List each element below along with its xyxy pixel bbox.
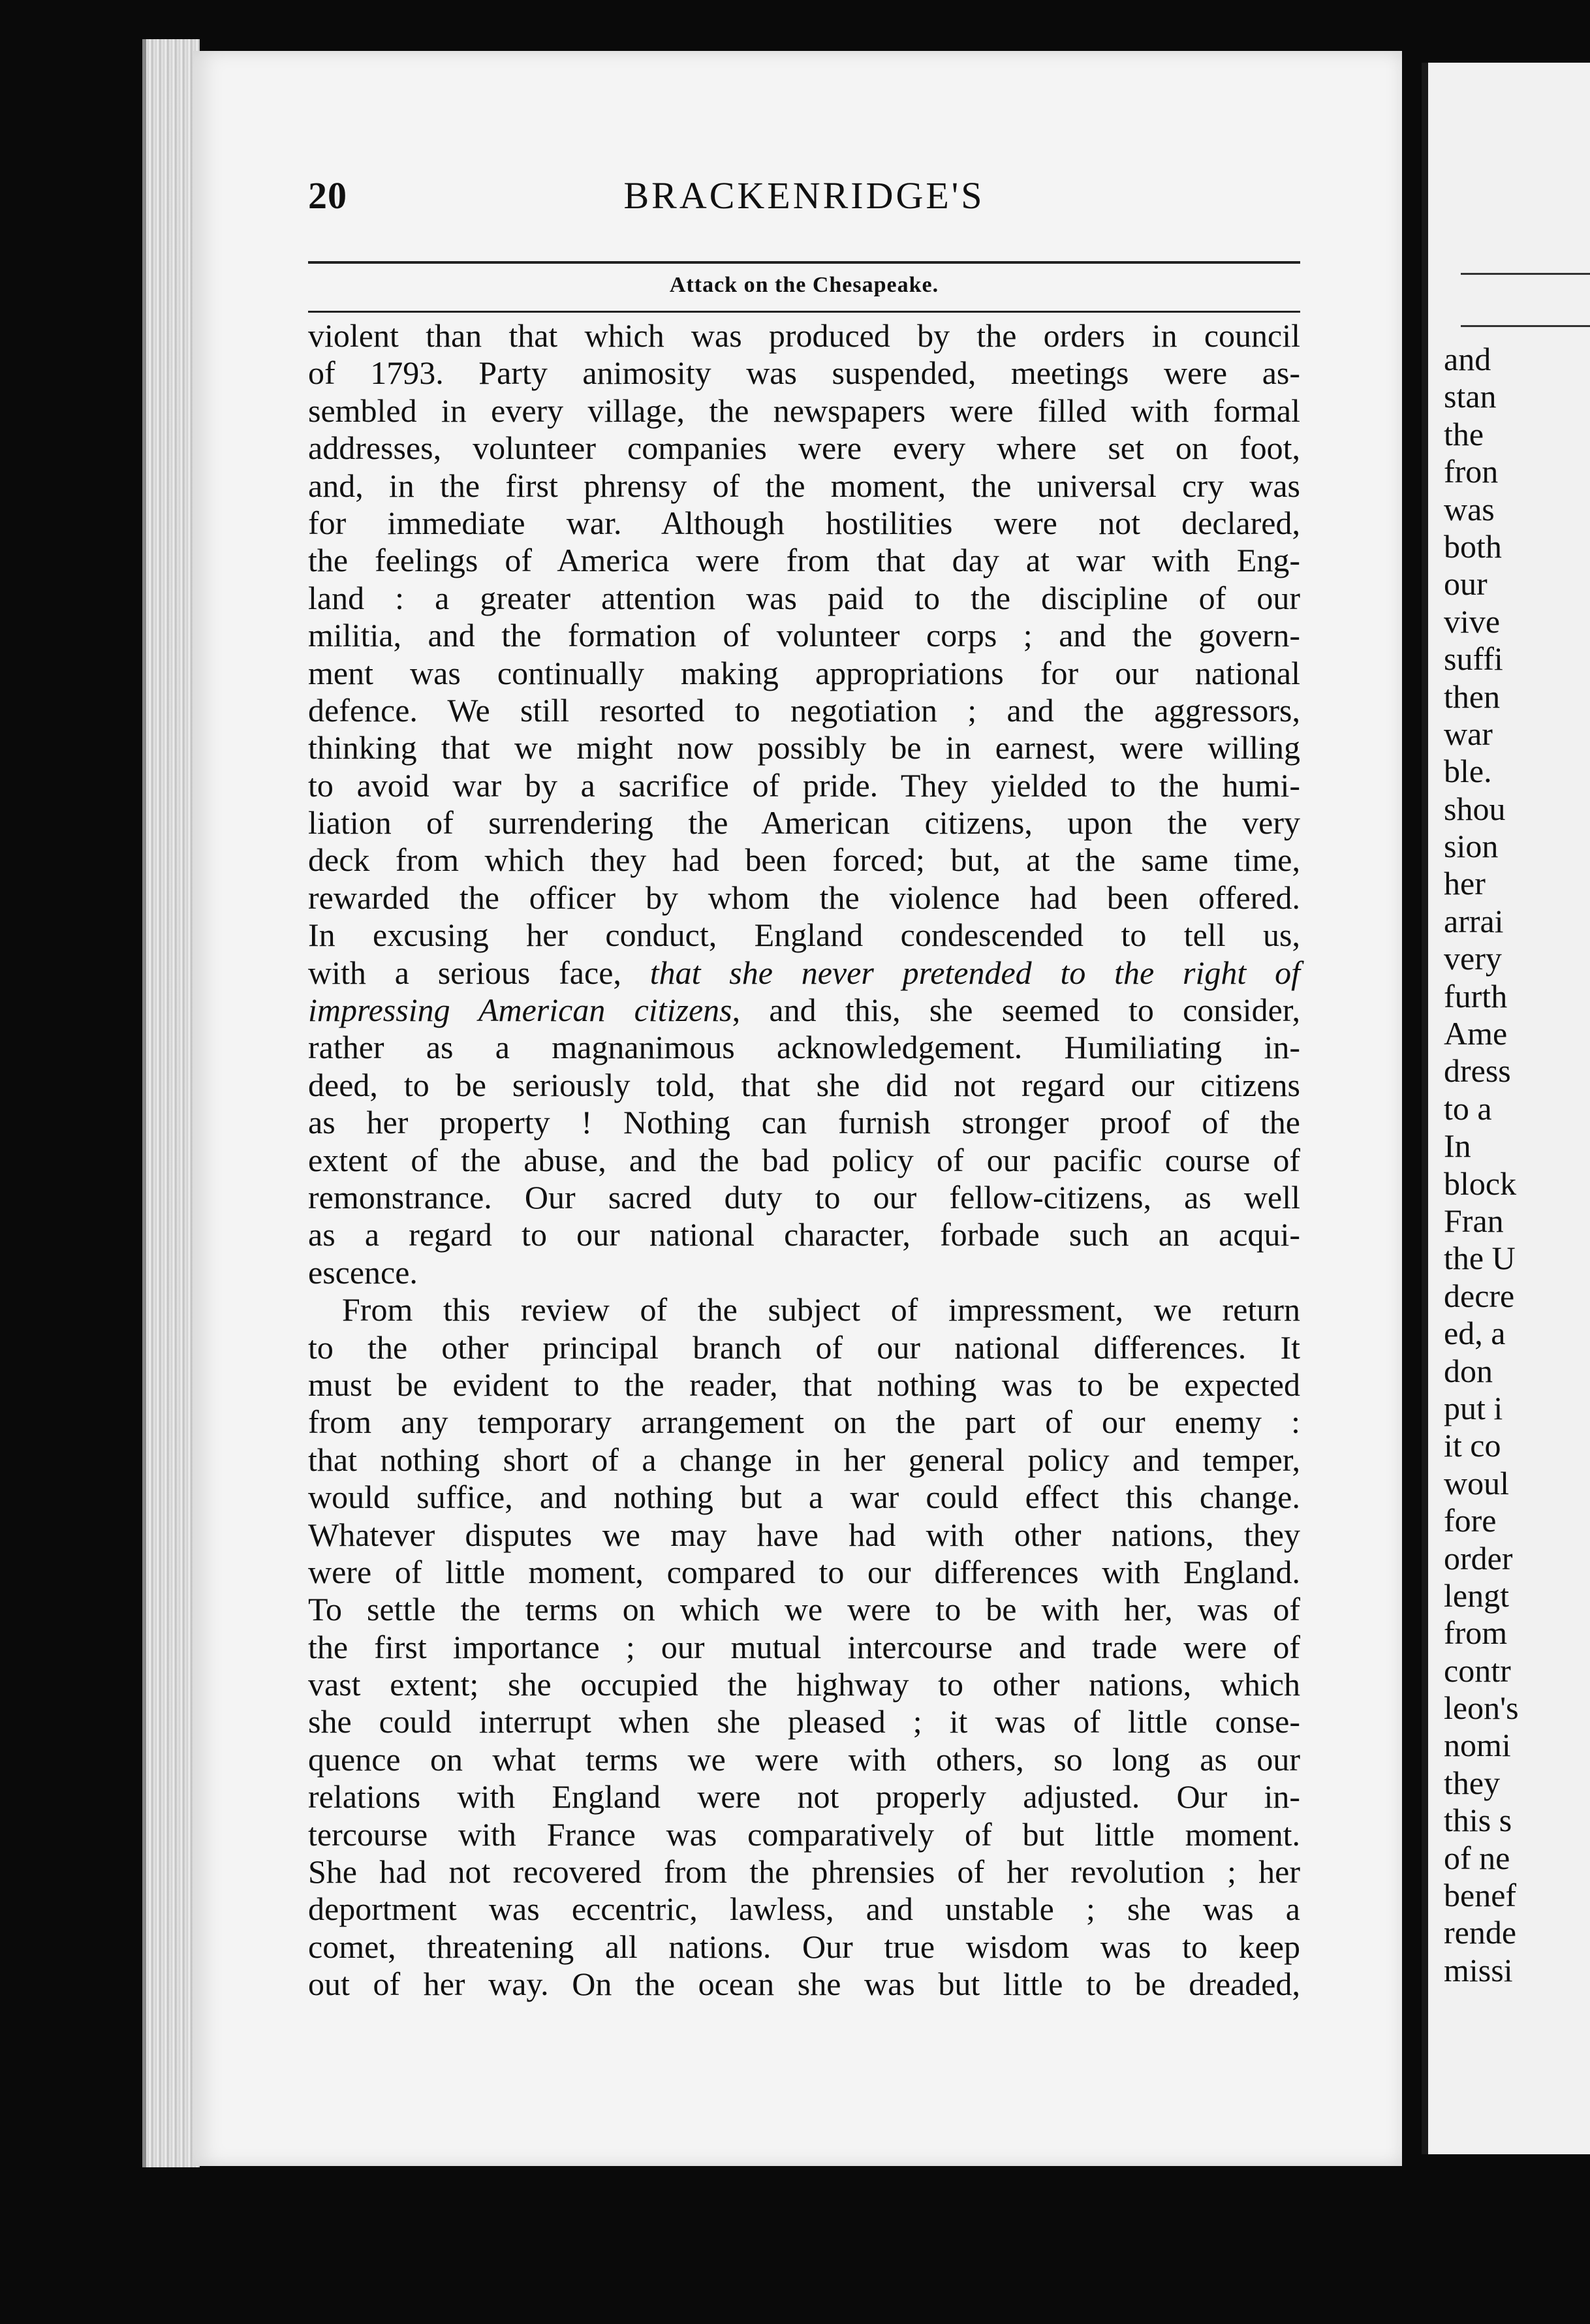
text-line (308, 467, 1300, 505)
facing-line: to a (1444, 1090, 1492, 1127)
line-text: , and this, she seemed to consider, (732, 992, 1300, 1029)
line-text: From this review of the subject of impressment, we return (342, 1291, 1300, 1328)
text-line (308, 992, 1300, 1029)
text-line (308, 767, 1300, 804)
text-line (308, 1516, 1300, 1554)
text-line (308, 692, 1300, 729)
text-line (308, 617, 1300, 654)
line-text: violent than that which was produced by the orders in council (308, 317, 1300, 354)
line-text: with a serious face, (308, 954, 650, 991)
line-text: She had not recovered from the phrensies of her revolution ; her (308, 1853, 1300, 1891)
text-line (308, 655, 1300, 692)
facing-line: very (1444, 940, 1502, 977)
line-text: ment was continually making appropriations for our national (308, 654, 1300, 691)
line-text: liation of surrendering the American citizens, upon the very (308, 804, 1300, 841)
text-line (308, 1291, 1300, 1328)
text-line (308, 879, 1300, 917)
line-text: out of her way. On the ocean she was but little to be dreaded, (308, 1966, 1300, 2003)
facing-page (1422, 63, 1590, 2154)
facing-line: from (1444, 1614, 1508, 1652)
facing-line: put i (1444, 1389, 1503, 1426)
text-line (308, 1216, 1300, 1253)
facing-line: block (1444, 1165, 1517, 1202)
line-text: to avoid war by a sacrifice of pride. They yielded to the humi- (308, 766, 1300, 804)
facing-line: shou (1444, 790, 1506, 827)
line-text: that nothing short of a change in her general policy and temper, (308, 1441, 1300, 1478)
page-edges (142, 39, 200, 2167)
book-page (193, 51, 1402, 2166)
facing-line: leon's (1444, 1689, 1519, 1727)
line-text: tercourse with France was comparatively of but little moment. (308, 1815, 1300, 1853)
text-line (308, 954, 1300, 992)
facing-line: stan (1444, 378, 1497, 415)
line-text: must be evident to the reader, that nothing was to be expected (308, 1366, 1300, 1403)
facing-line: and (1444, 341, 1491, 377)
text-line (308, 1703, 1300, 1740)
line-text: militia, and the formation of volunteer corps ; and the govern- (308, 617, 1300, 654)
facing-line: woul (1444, 1464, 1509, 1501)
line-text: deck from which they had been forced; but, at the same time, (308, 841, 1300, 879)
facing-line: fore (1444, 1502, 1497, 1539)
facing-line: the (1444, 415, 1484, 452)
facing-line: war (1444, 715, 1493, 752)
text-line (308, 1778, 1300, 1815)
line-text: for immediate war. Although hostilities were not declared, (308, 504, 1300, 541)
facing-line: ble. (1444, 753, 1492, 790)
line-text: rewarded the officer by whom the violence had been offered. (308, 879, 1300, 916)
text-line (308, 505, 1300, 542)
text-line (308, 1629, 1300, 1666)
text-line (308, 1666, 1300, 1703)
text-line (308, 1404, 1300, 1441)
text-line (308, 804, 1300, 841)
facing-line: nomi (1444, 1727, 1511, 1764)
line-text: would suffice, and nothing but a war could effect this change. (308, 1479, 1300, 1516)
line-text: remonstrance. Our sacred duty to our fellow-citizens, as well (308, 1178, 1300, 1216)
running-title: BRACKENRIDGE'S (623, 174, 985, 217)
text-line (308, 729, 1300, 766)
facing-line: furth (1444, 977, 1508, 1014)
line-text: Whatever disputes we may have had with other nations, they (308, 1516, 1300, 1553)
facing-line: decre (1444, 1277, 1515, 1314)
facing-line: this s (1444, 1802, 1512, 1839)
line-text: thinking that we might now possibly be in earnest, were willing (308, 729, 1300, 766)
facing-rule-bottom (1461, 325, 1590, 327)
facing-line: missi (1444, 1951, 1513, 1988)
section-heading: Attack on the Chesapeake. (669, 273, 939, 297)
text-line (308, 1966, 1300, 2003)
facing-line: order (1444, 1539, 1513, 1577)
text-line (308, 917, 1300, 954)
text-line (308, 317, 1300, 354)
line-text: relations with England were not properly adjusted. Our in- (308, 1778, 1300, 1815)
facing-line: rende (1444, 1914, 1517, 1951)
line-text: sembled in every village, the newspapers were filled with formal (308, 392, 1300, 429)
running-head (308, 174, 1300, 226)
text-line (308, 1142, 1300, 1179)
line-text: comet, threatening all nations. Our true wisdom was to keep (308, 1928, 1300, 1965)
facing-line: sion (1444, 828, 1499, 865)
line-text: of 1793. Party animosity was suspended, meetings were as- (308, 354, 1300, 392)
text-line (308, 1366, 1300, 1404)
facing-line: Ame (1444, 1015, 1508, 1052)
text-line (308, 1067, 1300, 1104)
text-line (308, 354, 1300, 392)
line-italic-text: that she never pretended to the right of (649, 954, 1300, 991)
line-text: land : a greater attention was paid to the discipline of our (308, 579, 1300, 616)
facing-line: lengt (1444, 1577, 1509, 1614)
facing-line: both (1444, 527, 1502, 565)
facing-line: ed, a (1444, 1315, 1506, 1352)
facing-line: fron (1444, 453, 1499, 490)
line-text: from any temporary arrangement on the part of our enemy : (308, 1404, 1300, 1441)
text-line (308, 1741, 1300, 1778)
text-line (308, 1441, 1300, 1479)
facing-page-text (1444, 341, 1519, 1989)
text-line (308, 1928, 1300, 1966)
text-line (308, 580, 1300, 617)
line-text: were of little moment, compared to our differences with England. (308, 1553, 1300, 1590)
text-line (308, 1479, 1300, 1516)
text-line (308, 841, 1300, 879)
text-line (308, 542, 1300, 579)
facing-line: our (1444, 565, 1488, 603)
facing-line: arrai (1444, 902, 1504, 939)
line-text: escence. (308, 1253, 418, 1291)
text-line (308, 1104, 1300, 1141)
facing-line: they (1444, 1764, 1501, 1801)
text-line (308, 1853, 1300, 1891)
text-line (308, 1254, 1300, 1291)
facing-line: was (1444, 490, 1495, 527)
text-line (308, 1554, 1300, 1591)
facing-rule-top (1461, 273, 1590, 275)
facing-line: In (1444, 1127, 1471, 1165)
facing-line: it co (1444, 1427, 1501, 1464)
text-line (308, 1816, 1300, 1853)
line-text: addresses, volunteer companies were every where set on foot, (308, 430, 1300, 467)
facing-line: contr (1444, 1652, 1511, 1689)
text-line (308, 1591, 1300, 1628)
text-line (308, 392, 1300, 430)
facing-line: don (1444, 1352, 1493, 1389)
line-text: she could interrupt when she pleased ; it was of little conse- (308, 1703, 1300, 1740)
facing-line: suffi (1444, 640, 1503, 678)
facing-line: Fran (1444, 1202, 1504, 1239)
text-line (308, 430, 1300, 467)
line-text: deportment was eccentric, lawless, and unstable ; she was a (308, 1891, 1300, 1928)
text-line (308, 1179, 1300, 1216)
line-text: deed, to be seriously told, that she did not regard our citizens (308, 1066, 1300, 1103)
facing-line: her (1444, 865, 1486, 902)
line-text: To settle the terms on which we were to be with her, was of (308, 1591, 1300, 1628)
line-text: rather as a magnanimous acknowledgement. Humiliating in- (308, 1029, 1300, 1066)
text-line (308, 1029, 1300, 1066)
line-italic-text: impressing American citizens (308, 992, 732, 1029)
line-text: quence on what terms we were with others, so long as our (308, 1740, 1300, 1778)
line-text: the feelings of America were from that day at war with Eng- (308, 542, 1300, 579)
facing-line: of ne (1444, 1839, 1510, 1876)
line-text: and, in the first phrensy of the moment, the universal cry was (308, 467, 1300, 504)
facing-line: dress (1444, 1052, 1511, 1090)
facing-line: the U (1444, 1240, 1516, 1277)
header-rule-bottom (308, 311, 1300, 313)
line-text: to the other principal branch of our national differences. It (308, 1328, 1300, 1366)
line-text: defence. We still resorted to negotiation ; and the aggressors, (308, 691, 1300, 729)
line-text: vast extent; she occupied the highway to other nations, which (308, 1666, 1300, 1703)
facing-line: vive (1444, 603, 1501, 640)
text-line (308, 1329, 1300, 1366)
facing-line: then (1444, 678, 1501, 715)
line-text: the first importance ; our mutual intercourse and trade were of (308, 1628, 1300, 1665)
text-line (308, 1891, 1300, 1928)
line-text: In excusing her conduct, England condescended to tell us, (308, 917, 1300, 954)
header-rule-top (308, 261, 1300, 264)
page-number: 20 (308, 174, 347, 217)
line-text: as her property ! Nothing can furnish stronger proof of the (308, 1104, 1300, 1141)
line-text: as a regard to our national character, forbade such an acqui- (308, 1216, 1300, 1253)
facing-line: benef (1444, 1877, 1517, 1914)
body-text (308, 317, 1300, 2003)
line-text: extent of the abuse, and the bad policy of our pacific course of (308, 1141, 1300, 1178)
